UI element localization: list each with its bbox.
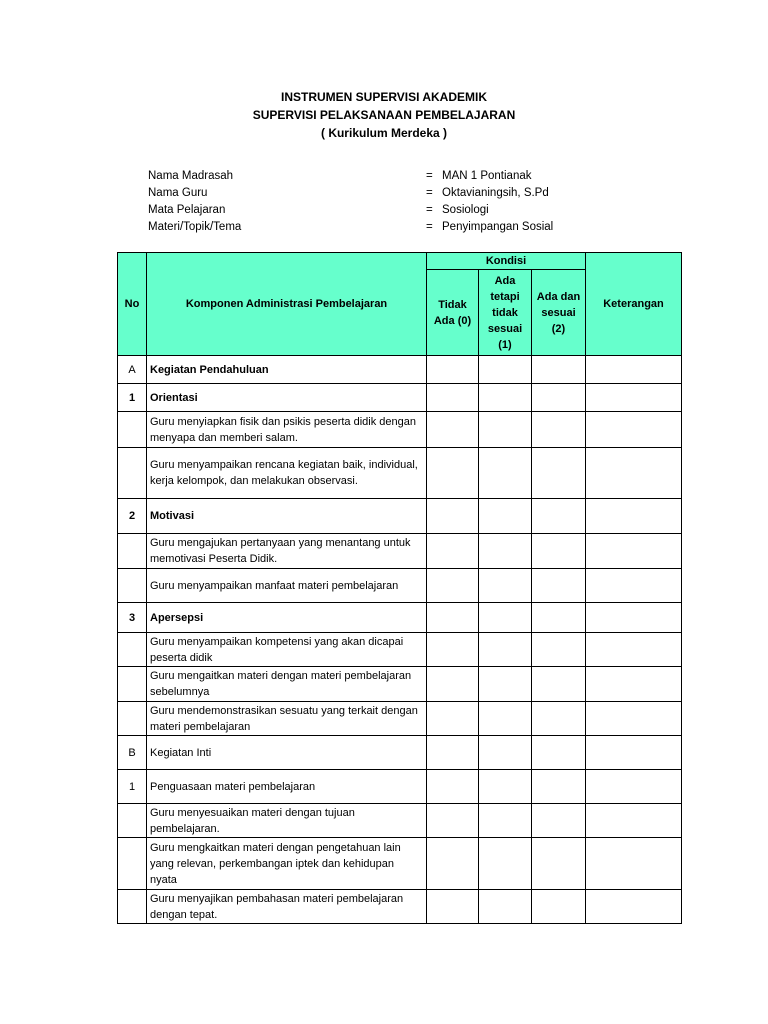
cell-tidak-ada xyxy=(427,569,479,603)
cell-ada-tidak-sesuai xyxy=(479,804,532,838)
table-row xyxy=(118,384,682,412)
cell-keterangan xyxy=(586,448,682,499)
cell-keterangan xyxy=(586,384,682,412)
row-no xyxy=(118,667,147,702)
info-value: MAN 1 Pontianak xyxy=(442,170,532,182)
info-equals: = xyxy=(426,221,433,233)
table-row xyxy=(118,702,682,736)
row-no: 1 xyxy=(118,384,147,412)
cell-tidak-ada xyxy=(427,534,479,569)
info-label: Nama Madrasah xyxy=(148,170,234,182)
info-value: Oktavianingsih, S.Pd xyxy=(442,187,549,199)
cell-keterangan xyxy=(586,702,682,736)
row-text: Kegiatan Pendahuluan xyxy=(147,356,427,384)
cell-ada-sesuai xyxy=(532,499,586,534)
info-row-materi xyxy=(148,219,668,236)
cell-tidak-ada xyxy=(427,702,479,736)
cell-keterangan xyxy=(586,804,682,838)
info-row-mapel xyxy=(148,202,668,219)
cell-ada-sesuai xyxy=(532,736,586,770)
cell-ada-tidak-sesuai xyxy=(479,412,532,448)
cell-ada-tidak-sesuai xyxy=(479,838,532,890)
cell-ada-tidak-sesuai xyxy=(479,356,532,384)
cell-tidak-ada xyxy=(427,633,479,667)
cell-tidak-ada xyxy=(427,804,479,838)
row-no xyxy=(118,633,147,667)
cell-keterangan xyxy=(586,633,682,667)
title-line-2: SUPERVISI PELAKSANAAN PEMBELAJARAN xyxy=(252,108,516,122)
cell-keterangan xyxy=(586,534,682,569)
cell-ada-sesuai xyxy=(532,667,586,702)
info-row-guru xyxy=(148,185,668,202)
table-row xyxy=(118,804,682,838)
cell-tidak-ada xyxy=(427,603,479,633)
row-text: Guru mengajukan pertanyaan yang menantang untuk memotivasi Peserta Didik. xyxy=(147,534,427,569)
header-ada-tidak-sesuai: Ada tetapi tidak sesuai (1) xyxy=(479,270,532,356)
table-row xyxy=(118,890,682,924)
row-no xyxy=(118,702,147,736)
cell-tidak-ada xyxy=(427,838,479,890)
table-row xyxy=(118,534,682,569)
cell-ada-tidak-sesuai xyxy=(479,702,532,736)
row-no xyxy=(118,569,147,603)
row-text: Kegiatan Inti xyxy=(147,736,427,770)
table-row xyxy=(118,736,682,770)
table-row xyxy=(118,569,682,603)
row-text: Guru menyesuaikan materi dengan tujuan pembelajaran. xyxy=(147,804,427,838)
cell-ada-sesuai xyxy=(532,356,586,384)
cell-tidak-ada xyxy=(427,412,479,448)
info-equals: = xyxy=(426,170,433,182)
row-no xyxy=(118,838,147,890)
cell-ada-sesuai xyxy=(532,384,586,412)
row-text: Guru mengaitkan materi dengan materi pembelajaran sebelumnya xyxy=(147,667,427,702)
cell-ada-tidak-sesuai xyxy=(479,384,532,412)
header-tidak-ada: Tidak Ada (0) xyxy=(427,270,479,356)
header-ada-sesuai: Ada dan sesuai (2) xyxy=(532,270,586,356)
table-row xyxy=(118,667,682,702)
cell-ada-tidak-sesuai xyxy=(479,603,532,633)
cell-ada-tidak-sesuai xyxy=(479,770,532,804)
row-no xyxy=(118,412,147,448)
cell-ada-tidak-sesuai xyxy=(479,633,532,667)
cell-tidak-ada xyxy=(427,890,479,924)
header-no: No xyxy=(118,253,147,356)
info-equals: = xyxy=(426,204,433,216)
document-title xyxy=(0,88,768,142)
header-keterangan: Keterangan xyxy=(586,253,682,356)
cell-tidak-ada xyxy=(427,499,479,534)
cell-ada-sesuai xyxy=(532,702,586,736)
row-text: Guru menyampaikan manfaat materi pembelajaran xyxy=(147,569,427,603)
info-row-madrasah xyxy=(148,168,668,185)
row-text: Penguasaan materi pembelajaran xyxy=(147,770,427,804)
cell-tidak-ada xyxy=(427,770,479,804)
cell-keterangan xyxy=(586,412,682,448)
header-kondisi: Kondisi xyxy=(427,253,586,270)
table-row xyxy=(118,770,682,804)
row-text: Guru menyampaikan rencana kegiatan baik, individual, kerja kelompok, dan melakukan observasi. xyxy=(147,448,427,499)
row-no xyxy=(118,448,147,499)
info-value: Sosiologi xyxy=(442,204,489,216)
table-row xyxy=(118,356,682,384)
cell-ada-tidak-sesuai xyxy=(479,736,532,770)
info-equals: = xyxy=(426,187,433,199)
table-row xyxy=(118,633,682,667)
row-no: 2 xyxy=(118,499,147,534)
cell-tidak-ada xyxy=(427,356,479,384)
cell-keterangan xyxy=(586,569,682,603)
cell-tidak-ada xyxy=(427,667,479,702)
title-line-3: ( Kurikulum Merdeka ) xyxy=(320,126,448,140)
cell-ada-tidak-sesuai xyxy=(479,534,532,569)
row-text: Motivasi xyxy=(147,499,427,534)
cell-ada-sesuai xyxy=(532,770,586,804)
table-row xyxy=(118,838,682,890)
cell-ada-sesuai xyxy=(532,838,586,890)
info-label: Mata Pelajaran xyxy=(148,204,226,216)
info-label: Nama Guru xyxy=(148,187,208,199)
title-line-1: INSTRUMEN SUPERVISI AKADEMIK xyxy=(280,90,488,104)
cell-ada-sesuai xyxy=(532,890,586,924)
cell-ada-sesuai xyxy=(532,633,586,667)
supervision-table xyxy=(117,252,682,924)
info-value: Penyimpangan Sosial xyxy=(442,221,554,233)
table-row xyxy=(118,448,682,499)
cell-ada-tidak-sesuai xyxy=(479,448,532,499)
cell-ada-tidak-sesuai xyxy=(479,569,532,603)
info-block xyxy=(148,168,668,236)
cell-keterangan xyxy=(586,603,682,633)
row-text: Guru mendemonstrasikan sesuatu yang terkait dengan materi pembelajaran xyxy=(147,702,427,736)
cell-keterangan xyxy=(586,736,682,770)
row-no: B xyxy=(118,736,147,770)
cell-tidak-ada xyxy=(427,736,479,770)
cell-tidak-ada xyxy=(427,384,479,412)
cell-keterangan xyxy=(586,356,682,384)
row-text: Apersepsi xyxy=(147,603,427,633)
cell-ada-sesuai xyxy=(532,569,586,603)
cell-keterangan xyxy=(586,770,682,804)
cell-ada-tidak-sesuai xyxy=(479,499,532,534)
cell-keterangan xyxy=(586,890,682,924)
cell-ada-sesuai xyxy=(532,534,586,569)
row-no xyxy=(118,804,147,838)
row-text: Guru mengkaitkan materi dengan pengetahuan lain yang relevan, perkembangan iptek dan kehidupan nyata xyxy=(147,838,427,890)
cell-keterangan xyxy=(586,667,682,702)
info-label: Materi/Topik/Tema xyxy=(148,221,242,233)
cell-keterangan xyxy=(586,499,682,534)
row-text: Guru menyajikan pembahasan materi pembelajaran dengan tepat. xyxy=(147,890,427,924)
header-komponen: Komponen Administrasi Pembelajaran xyxy=(147,253,427,356)
row-text: Orientasi xyxy=(147,384,427,412)
row-text: Guru menyampaikan kompetensi yang akan dicapai peserta didik xyxy=(147,633,427,667)
cell-tidak-ada xyxy=(427,448,479,499)
row-no xyxy=(118,534,147,569)
row-no xyxy=(118,890,147,924)
row-no: 3 xyxy=(118,603,147,633)
table-row xyxy=(118,499,682,534)
row-text: Guru menyiapkan fisik dan psikis peserta didik dengan menyapa dan memberi salam. xyxy=(147,412,427,448)
cell-ada-sesuai xyxy=(532,603,586,633)
cell-ada-sesuai xyxy=(532,448,586,499)
cell-ada-tidak-sesuai xyxy=(479,667,532,702)
table-row xyxy=(118,412,682,448)
row-no: 1 xyxy=(118,770,147,804)
cell-ada-sesuai xyxy=(532,412,586,448)
cell-keterangan xyxy=(586,838,682,890)
cell-ada-sesuai xyxy=(532,804,586,838)
row-no: A xyxy=(118,356,147,384)
table-row xyxy=(118,603,682,633)
cell-ada-tidak-sesuai xyxy=(479,890,532,924)
